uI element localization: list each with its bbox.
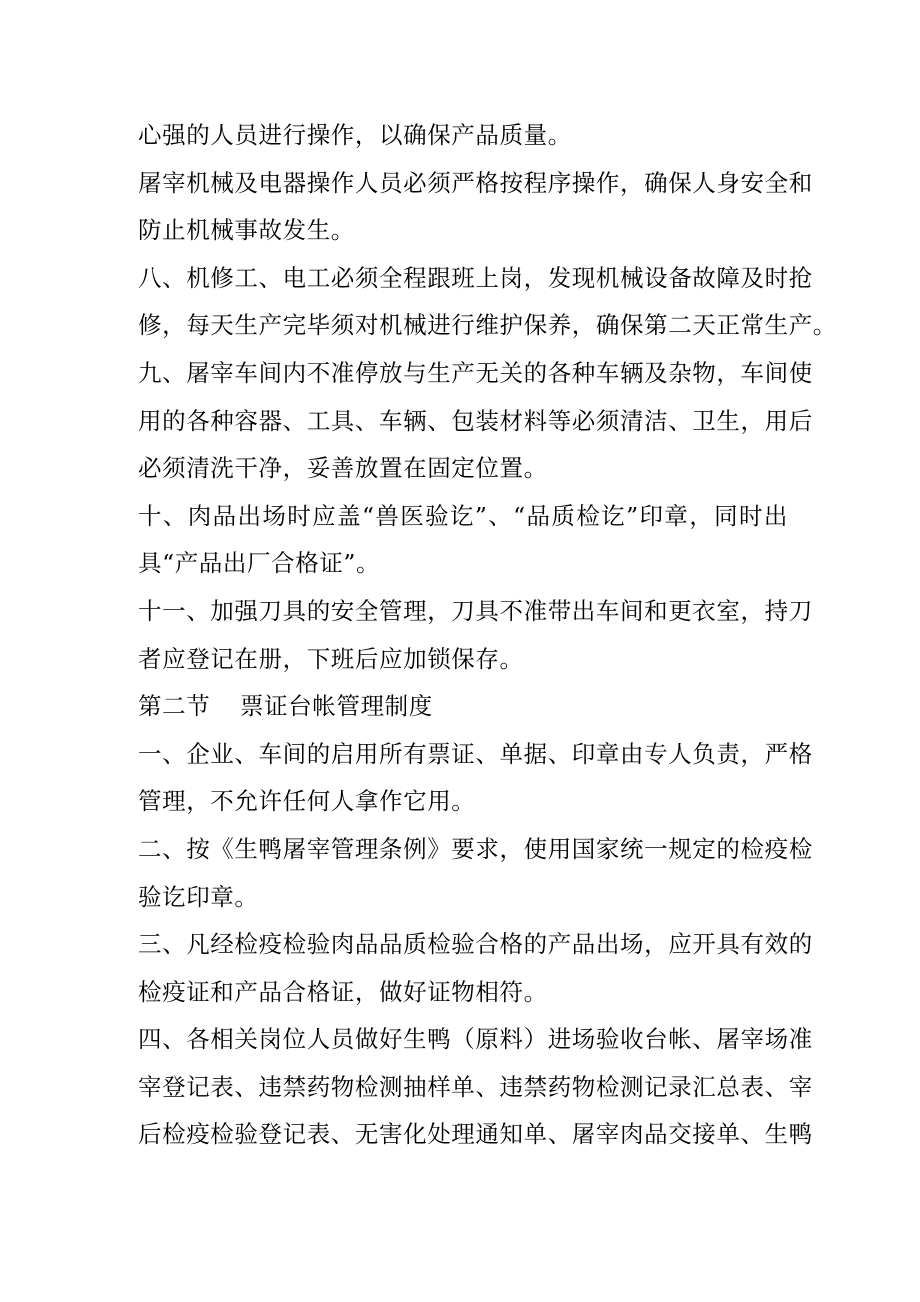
text-line: 心强的人员进行操作，以确保产品质量。 bbox=[138, 121, 572, 149]
text-line: 具“产品出厂合格证”。 bbox=[138, 549, 381, 578]
section-title: 票证台帐管理制度 bbox=[240, 692, 433, 721]
text-line: 宰登记表、违禁药物检测抽样单、违禁药物检测记录汇总表、宰 bbox=[138, 1072, 813, 1101]
text-line: 四、各相关岗位人员做好生鸭（原料）进场验收台帐、屠宰场准 bbox=[138, 1025, 813, 1054]
text-line: 检疫证和产品合格证，做好证物相符。 bbox=[138, 977, 548, 1006]
text-line: 一、企业、车间的启用所有票证、单据、印章由专人负责，严格 bbox=[138, 739, 813, 768]
text-line: 修，每天生产完毕须对机械进行维护保养，确保第二天正常生产。 bbox=[138, 311, 837, 340]
text-line: 防止机械事故发生。 bbox=[138, 216, 355, 245]
section-number: 第二节 bbox=[138, 692, 211, 721]
text-line: 八、机修工、电工必须全程跟班上岗，发现机械设备故障及时抢 bbox=[138, 263, 813, 292]
section-heading bbox=[138, 683, 788, 731]
text-line: 后检疫检验登记表、无害化处理通知单、屠宰肉品交接单、生鸭 bbox=[138, 1120, 813, 1149]
text-line: 屠宰机械及电器操作人员必须严格按程序操作，确保人身安全和 bbox=[138, 168, 813, 197]
text-line: 管理，不允许任何人拿作它用。 bbox=[138, 787, 476, 816]
text-line: 验讫印章。 bbox=[138, 882, 259, 911]
text-line: 十一、加强刀具的安全管理，刀具不准带出车间和更衣室，持刀 bbox=[138, 596, 813, 625]
text-line: 二、按《生鸭屠宰管理条例》要求，使用国家统一规定的检疫检 bbox=[138, 834, 813, 863]
text-line: 用的各种容器、工具、车辆、包装材料等必须清洁、卫生，用后 bbox=[138, 406, 813, 435]
text-line: 十、肉品出场时应盖“兽医验讫”、“品质检讫”印章，同时出 bbox=[138, 501, 788, 530]
text-line: 九、屠宰车间内不准停放与生产无关的各种车辆及杂物，车间使 bbox=[138, 358, 813, 387]
document-page bbox=[138, 112, 837, 1159]
text-line: 三、凡经检疫检验肉品品质检验合格的产品出场，应开具有效的 bbox=[138, 930, 813, 959]
text-line: 必须清洗干净，妥善放置在固定位置。 bbox=[138, 454, 548, 483]
text-line: 者应登记在册，下班后应加锁保存。 bbox=[138, 644, 524, 673]
